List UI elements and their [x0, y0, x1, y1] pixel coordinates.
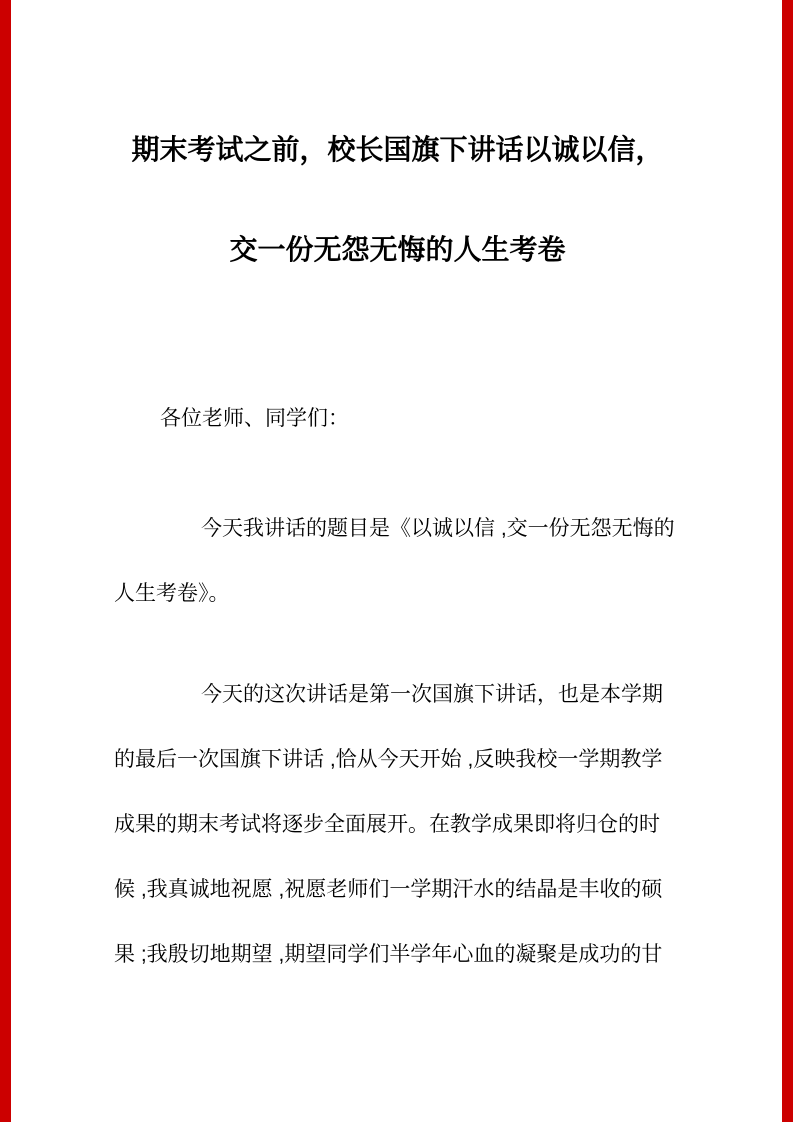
document-title — [114, 100, 681, 300]
paragraph-main — [114, 662, 681, 987]
paragraph-topic-line-2: 人生考卷》。 — [114, 582, 230, 605]
salutation-text: 各位老师、同学们： — [160, 407, 349, 430]
paragraph-main-line-4: 候 ,我真诚地祝愿 ,祝愿老师们一学期汗水的结晶是丰收的硕 — [114, 878, 663, 901]
paragraph-main-line-3: 成果的期末考试将逐步全面展开。在教学成果即将归仓的时 — [114, 813, 660, 836]
right-edge-bar — [782, 0, 793, 1122]
paragraph-main-line-5: 果 ;我殷切地期望 ,期望同学们半学年心血的凝聚是成功的甘 — [114, 943, 663, 966]
paragraph-topic — [114, 496, 681, 626]
salutation-paragraph — [114, 386, 681, 451]
title-line-2: 交一份无怨无悔的人生考卷 — [229, 234, 566, 265]
paragraph-topic-line-1: 今天我讲话的题目是《以诚以信 ,交一份无怨无悔的 — [201, 517, 675, 540]
title-line-1: 期末考试之前，校长国旗下讲话以诚以信， — [131, 134, 664, 165]
paragraph-main-line-1: 今天的这次讲话是第一次国旗下讲话，也是本学期 — [201, 683, 663, 706]
paragraph-main-line-2: 的最后一次国旗下讲话 ,恰从今天开始 ,反映我校一学期教学 — [114, 748, 663, 771]
left-edge-bar — [0, 0, 11, 1122]
